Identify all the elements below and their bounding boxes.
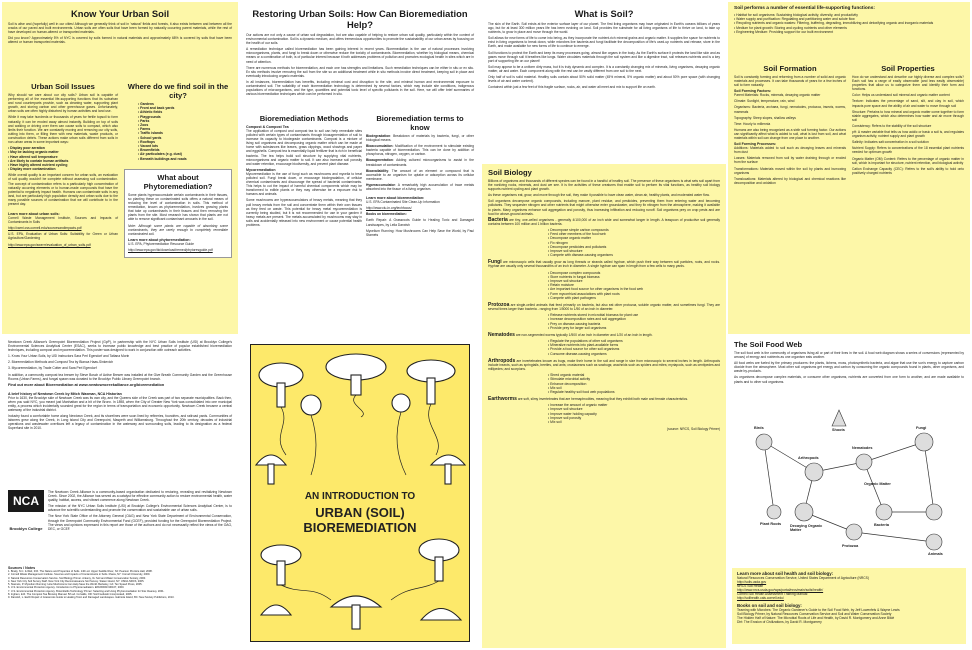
- phyto-box: [124, 169, 232, 258]
- food-web-label: Protozoa: [842, 544, 859, 548]
- learn-item: U.S. EPA, Evaluation of Urban Soils: Suitability for Green or Urban Agriculture/Gardening: [8, 232, 118, 241]
- earthworms-list: [548, 403, 720, 424]
- terms-learn-title: Learn more about bioremediation:: [366, 196, 425, 201]
- book-item: Dirt: The Erosion of Civilizations, by David R. Montgomery: [737, 619, 822, 624]
- food-web-drawing: [734, 402, 964, 562]
- list-item: • Gardens: [138, 102, 232, 106]
- food-web-text: The soil food web is the community of organisms living all or part of their lives in the soil. A food web diagram shows a series of conversions (represented by arrows) of energy and nutrients as one organism eats another.: [734, 351, 964, 360]
- list-item: • Vacant lots: [138, 144, 232, 148]
- restoring-intro-2: A remediation technique called bioremediation has been gaining interest in recent years. Bioremediation is the use of natural processes involving microorganisms, plants, and fungi to break down or otherwise reduce the toxicity of contaminants. Bioremediation, whether by biological means, chemical means or a combination of both, is of particular interest because it both addresses problems of pollution and promotes ecological health in sites which are in need of attention.: [246, 47, 474, 64]
- processes-title: Soil Forming Processes:: [734, 142, 777, 147]
- list-item: • May be lacking organic matter: [8, 150, 118, 154]
- term-def: Breakdown of materials by bacteria, fungi, or other biological means.: [366, 134, 474, 143]
- learn-item: Cornell Waste Management Institute, Sources and Impacts of Contaminants in Soils: [8, 216, 118, 225]
- list-item: • Mix soil: [548, 420, 720, 424]
- source-item: 1. Brady, N.C. & Weil, R.R. The Nature and Properties of Soils. 14th ed. Upper Saddle River, NJ: Pearson Prentice Hall, 2008.: [8, 570, 153, 573]
- nematodes-head: Nematodes: [488, 331, 515, 338]
- fungi-text: are microscopic cells that usually grow as long threads or strands called hyphae, which push their way between soil particles, roots, and rocks. Hyphae are usually only several thousandths of an inch in diameter. A single hyphae can span in length from a few cells to many yards.: [488, 260, 721, 269]
- learn-item: Cornell Soil Health Assessment Training Manual: [737, 592, 808, 597]
- factor-item: Organisms: Bacteria, archaea, fungi, nematodes, protozoa, insects, worms, mammals: [734, 105, 846, 114]
- issues-text-2: While it may take hundreds or thousands of years for fertile topsoil to form naturally, it can be eroded away almost instantly. Building on top of soils and walking or driving over them can cause soils to compact, which also limits their function. We are constantly moving and removing our city soils, cutting into them, or filling them with new materials, waste products, or construction debris. These actions make urban soils different from soils in non-urban areas in some important ways:: [8, 115, 118, 145]
- source-item: 4. New York City Soil Survey Staff. New York City Reconnaissance Soil Survey. Staten Island, NY: USDA-NRCS, 2005.: [8, 579, 145, 583]
- nca-text-2: The mission of the NYC Urban Soils Institute (USI) at Brooklyn College's Environmental Sciences Analytical Center, is to advance the scientific understanding and promote the conservation and sustainable use of urban soils.: [48, 504, 232, 513]
- newtown-text-5: In addition, a community compost tea brewer by Steve Bosch of Active Brewer was installed at the Give Breath Community Garden and the Greenhouse Rooms (Urban Farms), and fungal spawn was donated to the Brooklyn Public Library Greenpoint branch.: [8, 372, 232, 381]
- restoring-intro-4: In all instances, bioremediation has benefits, including minimal cost and disruption to the site, and minimal human and environmental exposure to contaminated soil. The suitability of each bioremediation technology is determined by several factors, which may include site conditions, indigenous populations of microorganisms, and the type, quantities and potential toxic level of specific pollutants in the soil. Here, we will offer brief summaries of various bioremediation techniques which can be performed in situ.: [246, 79, 474, 97]
- list-item: • Mix soil: [548, 386, 720, 390]
- soil-biology-title: Soil Biology: [488, 168, 532, 177]
- list-item: • Habitat for soil organisms: Sustaining biological activity, diversity, and productivity: [734, 13, 964, 17]
- earthworms-text: are soft, slimy invertebrates that are hermaphrodites, meaning that they exhibit both male and female characteristics.: [517, 397, 689, 402]
- partners-section: [8, 490, 232, 562]
- list-item: • Rooftops: [138, 140, 232, 144]
- restoring-intro-1: Our actions are not only a cause of urban soil degradation, but are also capable of helping to restore urban soil quality, particularly within the context of environmental contamination. Soil is a dynamic medium, and offers tremendous opportunities to promote the sustainability of our urban areas by focusing on the health of our soils.: [246, 33, 474, 46]
- learn-link[interactable]: http://www.epa.gov/swerrr/evaluation_of_urban_soils.pdf: [8, 242, 91, 247]
- soil-text: Soil may appear to be a uniform dirty mass, but it is truly dynamic and complex. It is a constantly changing mix of minerals, living organisms, decaying organic matter, air and water. Each component along with the rest can be vastly different from one soil to the next.: [488, 64, 720, 73]
- source-item: 3. Natural Resources Conservation Service. Soil Biology Primer. Ankeny, IA: Soil and Water Conservation Society, 2000.: [8, 576, 146, 580]
- newtown-text-3: 2. Bioremediation Methods and Compost Tea by Bianca Haas-Sinkevich: [8, 360, 114, 365]
- property-item: Color: Helps us understand soil mineral and organic matter content: [852, 93, 950, 98]
- source-item: 6. U.S. Environmental Protection Agency. Introduction to Phytoremediation. EPA/600/R-99/107, 2000.: [8, 586, 125, 590]
- food-web-label: Arthropods: [798, 456, 819, 460]
- term: Bioaccumulation: [366, 144, 393, 149]
- list-item: • Fix nitrogen: [548, 241, 720, 245]
- list-item: • Compete with disease-causing organisms: [548, 253, 720, 257]
- list-item: • Display poor aeration: [8, 146, 118, 150]
- list-item: • Retain moisture: [548, 283, 720, 287]
- book-item: Soil Biology Primer, by Natural Resources Conservation Service and Soil and Water Conservation Society: [737, 611, 892, 616]
- learn-link[interactable]: http://soilhealth.cals.cornell.edu/: [737, 596, 784, 601]
- learn-link[interactable]: http://cwmi.css.cornell.edu/sourcesandimpacts.pdf: [8, 226, 82, 231]
- list-item: • Medium for plant growth: Storing and cycling nutrients and other elements: [734, 26, 964, 30]
- list-item: • Beneath buildings and roads: [138, 157, 232, 161]
- list-item: • Improve soil structure: [548, 407, 720, 411]
- property-item: Structure: Pertains to how mineral and organic matter come together to form stable aggregates, which also determines how water and air move through soil: [852, 109, 964, 122]
- soil-biology-box: [482, 164, 726, 648]
- bioremediation-methods: [246, 114, 362, 229]
- property-item: Consistency: Refers to the stability of the soil structure: [852, 123, 932, 128]
- list-item: • Brownfields: [138, 148, 232, 152]
- terms-title: Bioremediation terms to know: [376, 114, 464, 132]
- earthworms-head: Earthworms: [488, 396, 517, 403]
- list-item: • Are likely to contain human artifacts: [8, 159, 118, 163]
- list-item: • Shred organic material: [548, 373, 720, 377]
- source-item: 8. Ingham, E.R. The Compost Tea Brewing Manual. 5th ed. Corvallis, OR: Soil Foodweb Incorporated, 2005.: [8, 593, 133, 597]
- soil-health-learn-title: Learn more about soil health and soil biology:: [737, 571, 834, 576]
- book-item: Mycelium Running: How Mushrooms Can Help Save the World, by Paul Stamets: [366, 228, 474, 237]
- factor-item: Time: Hourly to millennia: [734, 121, 771, 126]
- restoring-title: Restoring Urban Soils: How Can Bioremediation Help?: [252, 8, 468, 30]
- property-item: Nutrient Supply: Refers to concentrations of the 18 essential plant nutrients needed for optimum growth: [852, 146, 964, 155]
- factors-title: Soil Forming Factors:: [734, 89, 772, 94]
- list-item: • Regulate the populations of other soil organisms: [548, 339, 720, 343]
- books-title: Books on soil and soil biology:: [737, 602, 802, 608]
- phyto-text: Some plants hyperaccumulate certain contaminants in their tissues, so planting these on contaminated soils offers a natural means of reducing the level of contamination in soils. This method of remediation, known as phytoremediation, involves growing plants that take up contaminants in their tissues and then removing the plants from the site. Most research has shown that plants are not able to remove significant contaminant amounts in the soil.: [128, 192, 228, 222]
- method-text: Mycoremediation is the use of fungi such as mushrooms and mycelia to treat polluted soil. Fungi break down, or encourage biodegradation, of cellular chemical contaminants and discourage the spread of bacterial contaminants. This helps to cut the impact of harmful chemical components which may be transformed to edible plants or they may otherwise be a exposure risk to humans and animals.: [246, 171, 362, 197]
- arthropods-list: [548, 373, 720, 394]
- nematodes-list: [548, 339, 720, 356]
- process-item: Losses: Materials removed from soil by water draining through or eroded from the surface: [734, 156, 846, 165]
- method-head: Compost & Compost Tea: [246, 125, 289, 129]
- soil-properties-section: [852, 64, 964, 177]
- list-item: • Have highly altered nutrient cycling: [8, 163, 118, 167]
- list-item: • Zoos: [138, 123, 232, 127]
- history-text-2: Industry found a comfortable home along Newtown Creek, and its shorelines were soon lined by refineries, foundries, and railroad yards. Communities of laborers grew along the Creek, in Long Island City and Greenpoint, Maspeth and Williamsburg. Throughout the 20th century, decades of industrial operations and wastewater overflows left a legacy of contamination in the waterway and surrounding soils, leading to its designation as a federal Superfund site in 2010.: [8, 414, 232, 431]
- food-web-label: Shoots: [832, 428, 845, 432]
- where-soil-section: [124, 82, 232, 258]
- food-web-label: Animals: [928, 552, 943, 556]
- factor-item: Climate: Sunlight, temperature, rain, wind: [734, 99, 795, 104]
- food-web-label: Organic Matter: [864, 482, 891, 486]
- food-web-text: As organisms decompose complex materials, or consume other organisms, nutrients are converted from one form to another, and are made available to plants and to other soil organisms.: [734, 375, 964, 384]
- list-item: • Playgrounds: [138, 115, 232, 119]
- list-item: • Release nutrients stored in microbial biomass for plant use: [548, 313, 720, 317]
- protozoa-list: [548, 313, 720, 330]
- bioremediation-link[interactable]: Find out more about Bioremediation at www.newtowncreekalliance.org/bioremediation: [8, 382, 165, 387]
- process-item: Translocations: Materials altered by biological and chemical reactions like decomposition and oxidation: [734, 176, 846, 185]
- list-item: • Decompose pesticides and pollutants: [548, 245, 720, 249]
- food-web-title: The Soil Food Web: [734, 340, 803, 349]
- formation-title: Soil Formation: [763, 64, 817, 73]
- issues-text-3: While overall quality is an important concern for urban soils, an evaluation of soil quality wouldn't be complete without assessing soil contamination. The concept of contamination refers to a particularly high concentration of naturally occurring elements or to human-made compounds that have the potential to negatively impact health. Humans can contaminate soils in any land, but are particularly high population density and urban soils due to the many possible sources of contamination that we will contribute to in the present day.: [8, 173, 118, 206]
- phyto-note: Note: Although some plants are capable of absorbing some contaminants, they are rarely enough to completely remediate contaminated soil.: [128, 223, 228, 236]
- list-item: • Improve soil structure: [548, 249, 720, 253]
- soil-food-web-panel: [728, 336, 970, 648]
- food-web-label: Decaying Organic Matter: [790, 524, 823, 532]
- list-item: • Store nutrients in fungal biomass: [548, 275, 720, 279]
- humans-text: Humans are also being recognized as a sixth soil forming factor. Our actions can significantly affect what is added to soil, what is lost from soil, and what materials within soil can change from one place to another.: [734, 127, 846, 141]
- what-is-soil-panel: [482, 2, 726, 648]
- list-item: • Improve soil structure: [548, 279, 720, 283]
- sources-title: Sources / Notes: [8, 566, 36, 570]
- brooklyn-college-logo: Brooklyn College: [9, 526, 43, 531]
- term-def: The amount of an element or compound that is accessible to an organism for uptake or adsorption across its cellular membrane.: [366, 168, 474, 181]
- cover-illustration: [250, 344, 470, 642]
- list-item: • Form mycorrhizal associations with plant roots: [548, 292, 720, 296]
- arthropods-head: Arthropods: [488, 357, 516, 364]
- terms-link-label: U.S. EPA Contaminated Site Clean-Up Information: [366, 200, 440, 205]
- bio-text: As these organisms eat, grow, and move through the soil, they make it possible to have clean water, clean air, healthy plants, and moderated water flow.: [488, 193, 710, 198]
- learn-link[interactable]: http://www.nrcs.usda.gov/wps/portal/nrcs/main/soils/health/: [737, 588, 824, 593]
- phyto-link-label: U.S. EPA, Phytoremediation Resource Guide: [128, 241, 194, 246]
- property-item: pH: A master variable that tells us how acidic or basic a soil is, and regulates organism activity, nutrient supply and plant growth: [852, 130, 964, 139]
- protozoa-text: are single-celled animals that feed primarily on bacteria, but also eat other protozoa, soluble organic matter, and sometimes fungi. They are several times larger than bacteria - ranging from 1/5000 to 1/50 of an inch in diameter.: [488, 302, 720, 312]
- food-web-label: Plant Roots: [760, 522, 782, 526]
- food-web-text: All food webs are fueled by the primary producers: the plants, lichens, moss, photosynthetic bacteria, and algae that use the sun's energy to capture carbon dioxide from the atmosphere. Most other soil organisms get energy and carbon by consuming the organic compounds found in plants, other organisms, and waste by-products.: [734, 361, 964, 374]
- soil-text: Only half of soil is solid material. Healthy soils contain about 50% solid matter (45% mineral, 5% organic matter) and about 50% pore space (with changing levels of air and water content).: [488, 75, 720, 84]
- newtown-creek-panel: [2, 336, 238, 648]
- food-web-label: Bacteria: [874, 523, 889, 527]
- method-head: Mycoremediation: [246, 167, 276, 172]
- phyto-link[interactable]: http://www.epa.gov/tio/download/remed/phytoresguide.pdf: [128, 247, 213, 252]
- source-item: 5. Stamets, P. Mycelium Running: How Mushrooms Can Help Save the World. Berkeley, CA: Ten Speed Press, 2005.: [8, 583, 143, 587]
- intro-text-1: Soil is alive and (hopefully) well in our cities! Although we generally think of soil in 'natural' fields and forests, it also exists between and between all the cracks of our paved and built environments. Urban soils are often soils that have been formed by naturally occurring parent materials, while the rest of have developed on human-altered or transported materials.: [8, 22, 232, 35]
- term: Bioaugmentation: [366, 158, 393, 163]
- cover-title-line-1: AN INTRODUCTION TO: [304, 491, 416, 502]
- functions-list: [734, 13, 964, 34]
- term-def: A remarkably high accumulation of trace metals absorbed into the tissue of a living organism.: [366, 182, 474, 192]
- source-item: 9. Darwish, L. Earth Repair: A Grassroots Guide to Healing Toxic and Damaged Landscapes. Gabriola Island, BC: New Society Publishers, 2013.: [8, 596, 175, 600]
- learn-more-box: [732, 568, 966, 644]
- nematodes-text: are non-segmented worms typically 1/500 of an inch in diameter and 1/20 of an inch in length.: [515, 332, 653, 337]
- cover-panel: [240, 336, 480, 648]
- book-item: Earth Repair: A Grassroots Guide to Healing Toxic and Damaged Landscapes, by Leila Darwish: [366, 218, 474, 227]
- know-urban-soil-title: Know Your Urban Soil: [70, 8, 170, 19]
- nca-text-3: The New York State Office of the Attorney General (OAG) and New York State Department of Environmental Conservation, through the Greenpoint Community Environmental Fund (GCEF), provided funding for the Greenpoint Bioremediation Project. The views and opinions expressed in this report are those of the authors and do not necessarily reflect the views of the OAG, DEC, or GCEF.: [48, 514, 232, 531]
- cover-title-line-2: URBAN (SOIL) BIOREMEDIATION: [303, 505, 417, 535]
- property-item: Texture: Indicates the percentage of sand, silt, and clay in soil, which impacts pore space and the ability of air and water to move through soil: [852, 99, 964, 108]
- methods-title: Bioremediation Methods: [259, 114, 349, 123]
- source-item: 7. U.S. Environmental Protection Agency. Brownfields Technology Primer: Selecting and Using Phytoremediation for Site Cleanup, 2001.: [8, 589, 165, 593]
- what-is-soil-title: What is Soil?: [574, 8, 634, 19]
- list-item: • Enhance decomposition: [548, 382, 720, 386]
- fungi-head: Fungi: [488, 259, 502, 266]
- list-item: • School yards: [138, 136, 232, 140]
- list-item: • Provide prey for larger soil organisms: [548, 326, 720, 330]
- biology-source: (source: NRCS, Soil Biology Primer): [667, 427, 720, 432]
- soil-text: Soil functions to protect the Earth and keep its many processes going, almost like organs in the body. As the Earth's surface it protects the land like skin and as gases move through soil it breathes like lungs. Water circulates materials through the soil system and like a digestive tract, soil releases nutrients and is a key part of supporting life on our planet!: [488, 50, 720, 63]
- list-item: • Consume disease-causing organisms: [548, 352, 720, 356]
- list-item: • Decompose complex compounds: [548, 271, 720, 275]
- list-item: • Mineralize nutrients into plant-available forms: [548, 343, 720, 347]
- protozoa-head: Protozoa: [488, 301, 510, 308]
- property-item: Organic Matter (OM) Content: Refers to the percentage of organic matter in soil, which is important for structure, nutrient retention, and biological activity: [852, 156, 964, 165]
- list-item: • Farms: [138, 127, 232, 131]
- term: Bioavailability: [366, 168, 389, 173]
- process-item: Transformations: Materials moved within the soil by plants and burrowing organisms: [734, 166, 846, 175]
- list-item: • Compete with plant pathogens: [548, 296, 720, 300]
- learn-item: Natural Resources Conservation Service, United States Department of Agriculture (NRCS): [737, 576, 869, 580]
- newtown-text-2: 1. Know Your Urban Soils, by USI instructors Sara Perl Egendorf and Tatiana Morin: [8, 354, 130, 359]
- term: Biodegradation: [366, 134, 391, 138]
- poster: [2, 2, 970, 648]
- bio-text: Soil organisms decompose organic compounds, including manure, plant residue, and pesticides, preventing them from entering water and becoming pollutants. They sequester nitrogen and other nutrients that might otherwise enter groundwater, and they fix nitrogen from the atmosphere, making it available to plants. Many organisms enhance soil aggregation and porosity, thus increasing infiltration and reducing runoff. Soil organisms prey on crop pests and are food for above-ground animals.: [488, 199, 720, 216]
- list-item: • Are important food source for other organisms in the food web: [548, 287, 720, 291]
- property-item: Cation Exchange Capacity (CEC): Refers to the soil's ability to hold onto positively charged nutrients: [852, 166, 964, 175]
- term-def: Adding cultured microorganisms to assist in the breakdown of contaminants.: [366, 158, 474, 167]
- newtown-text-4: 3. Mycoremediation, by Trade Cotter and Sara Perl Egendorf: [8, 366, 97, 371]
- properties-title: Soil Properties: [881, 64, 935, 73]
- nca-logo: NCA: [8, 490, 44, 512]
- book-item: Teaming with Microbes: The Organic Gardener's Guide to the Soil Food Web, by Jeff Lowenfels & Wayne Lewis: [737, 607, 900, 612]
- books-label: Books on bioremediation:: [366, 212, 407, 217]
- learn-link[interactable]: http://soils.usda.gov: [737, 580, 767, 585]
- bacteria-list: [548, 228, 720, 257]
- bioremediation-terms: Bioremediation terms to know Biodegradation: Breakdown of materials by bacteria, fungi, or other biological means. Bioaccumulation: Modification of the environment to stimulate existing bacteria capable of bioremediation. This can be done by addition of phosphorus, nitrogen, oxygen, or carbon. Bioaugmentation: Adding cultured microorganisms to assist in the breakdown of contaminants. Bioavailability: The amount of an element or compound that is accessible to an organism for uptake or adsorption across its cellular membrane. Hyperaccumulator: A remarkably high accumulation of trace metals absorbed into the tissue of a living organism. Learn more about bioremediation: U.S. EPA Contaminated Site Clean-Up Information http://www.clu-in.org/techfocus/ Books on bioremediation: Earth Repair: A Grassroots Guide to Healing Toxic and Damaged Landscapes, by Leila Darwish Mycelium Running: How Mushrooms Can Help Save the World, by Paul Stamets: [366, 114, 474, 237]
- issues-text-1: Why should we care about our city soils? Urban soil is capable of performing all of the essential life-supporting functions that its suburban and rural counterparts provide, such as cleaning water, supporting plant growth, and storing carbon and other greenhouse gases. Unfortunately, urban soils are often highly disturbed by human activities and land use.: [8, 93, 118, 114]
- sources-section: [8, 566, 232, 600]
- list-item: • Parks: [138, 119, 232, 123]
- urban-soil-issues-section: [8, 82, 118, 249]
- where-soil-list: [138, 102, 232, 161]
- soil-text: The skin of the Earth. Soil exists at the exterior surface layer of our planet. The first living organisms may have originated in Earth's oceans billions of years ago, but for at least 300 million years life has been evolving on land. Soil provides the substrate for all living organisms of life to thrive on land, to take up nutrients, to grow in place and move through the world.: [488, 22, 720, 35]
- list-item: • Air particulates (e.g. dust): [138, 152, 232, 156]
- term-def: Modification of the environment to stimulate existing bacteria capable of bioremediation. This can be done by addition of phosphorus, nitrogen, oxygen, or carbon.: [366, 144, 474, 157]
- urban-soil-issues-title: Urban Soil Issues: [31, 82, 95, 91]
- bacteria-head: Bacteria: [488, 216, 508, 223]
- properties-intro: How do we understand and describe our highly diverse and complex soils? Each soil has a range of easily observable (and less easily observable) properties that allow us to categorize them and identify their form and functions.: [852, 75, 964, 92]
- soil-text: Contained within just a few feet of this fragile surface, rocks, air, and water all meet and mix to support life on earth.: [488, 85, 656, 90]
- phyto-learn-title: Learn more about phytoremediation:: [128, 237, 191, 242]
- method-text: Some mushrooms are hyperaccumulators of heavy metals, meaning that they pull heavy metals from the soil and concentrate them within their own tissues as they feed on waste. This potential for heavy metal mycoremediation is currently being studied, but it is not recommended for use in your garden if heavy metals are present. The metals accumulated by mushrooms may stay in soils and accidentally released into new environment or cause potential health problems.: [246, 198, 362, 227]
- list-item: • Provide a food source for other soil organisms: [548, 347, 720, 351]
- list-item: • Athletic fields: [138, 110, 232, 114]
- formation-text: Soil is constantly forming and reforming from a number of solid and organic materials and processes. It can take thousands of years for a few inches of soil to form naturally.: [734, 75, 846, 88]
- fungi-list: [548, 271, 720, 300]
- bio-text: Billions of organisms and thousands of different species can be found in a handful of healthy soil. The presence of these organisms is what sets soil apart from the nonliving rocks, minerals, and dust we see. It is the activities of these creatures that enable soil to perform its vital functions, as healthy soil biology supports nutrient cycling and plant growth.: [488, 179, 720, 192]
- soil-formation-section: [734, 64, 846, 187]
- learn-item: NRCS Soil Health: [737, 584, 764, 589]
- food-web-label: Nematodes: [852, 446, 873, 450]
- method-text: The application of compost and compost tea to soil can help remediate sites polluted with certain types of contaminants through bioaugmentation of soil to increase its capacity to biodegrade contaminants. Compost is a mixture of living soil organisms and decomposing organic matter which can be made at home with substances like leaves, grass clippings, wood shavings and paper and eggshells. Compost tea is essentially liquid fertilizer that is rich in beneficial bacteria. The tea helps build soil structure by supplying vital nutrients, microorganisms and organic matter to soil. It can also increase soil porosity and water retention, encourage biodiversity, and prevent plant disease.: [246, 129, 362, 166]
- list-item: • Increase the amount of organic matter: [548, 403, 720, 407]
- list-item: • Improve water holding capacity: [548, 412, 720, 416]
- soil-functions-panel: [728, 2, 970, 334]
- list-item: • Stimulate microbial activity: [548, 377, 720, 381]
- history-title: A brief history of Newtown Creek by Mitch Waxman, NCA Historian: [8, 391, 122, 396]
- list-item: • Prey on disease-causing bacteria: [548, 322, 720, 326]
- where-soil-title: Where do we find soil in the city?: [127, 82, 229, 100]
- process-item: Additions: Materials added to soil such as decaying leaves and minerals from dust: [734, 146, 846, 155]
- food-web-diagram: [734, 402, 964, 562]
- bacteria-text: are tiny, one-celled organisms - generally 4/100,000 of an inch wide and somewhat longer in length. A teaspoon of productive soil generally contains between 100 million and 1 billion bacteria.: [488, 217, 720, 226]
- list-item: • Improve soil porosity: [548, 416, 720, 420]
- list-item: • Recycling nutrients and organic wastes: Filtering, buffering, degrading, immobilizing and detoxifying organic and inorganic materials: [734, 21, 964, 25]
- list-item: • Have altered soil temperature: [8, 155, 118, 159]
- factor-item: Parent Materials: Rocks, minerals, decaying organic matter: [734, 93, 821, 98]
- property-item: Salinity: Indicates salt concentration in a soil solution: [852, 140, 929, 145]
- arthropods-text: are invertebrates known as bugs, make their home in the soil and range in size from microscopic to several inches in length. Arthropods include insects, such as springtails, beetles, and ants; crustaceans such as sowbugs; arachnids such as spiders and mites; myriapods, such as centipedes and millipedes; and scorpions.: [488, 358, 721, 372]
- factor-item: Topography: Steep slopes, shallow valleys: [734, 115, 796, 120]
- nca-text-1: The Newtown Creek Alliance is a community-based organization dedicated to restoring, revealing and revitalizing Newtown Creek. Since 2002, the Alliance has served as a catalyst for effective community action to restore environmental health, water quality, habitat, access, and vibrant commerce along Newtown Creek.: [48, 490, 232, 503]
- intro-text-2: Did you know? Approximately 5% of NYC is covered by soils formed in natural materials and approximately 68% is covered by soils that have been altered or human transported materials.: [8, 36, 232, 45]
- list-item: • Engineering Medium: Providing support for our built environment: [734, 30, 964, 34]
- learn-urban-soils-title: Learn more about urban soils:: [8, 212, 60, 217]
- list-item: • Water supply and purification: Regulating and partitioning water and solute flow: [734, 17, 964, 21]
- list-item: • Traffic islands: [138, 131, 232, 135]
- list-item: • Increase decomposition rates and soil aggregation: [548, 317, 720, 321]
- food-web-label: Fungi: [916, 426, 927, 430]
- term: Hyperaccumulator: [366, 182, 395, 187]
- newtown-text-1: Newtown Creek Alliance's Greenpoint Bioremediation Project (GpP), in partnership with the NYC Urban Soils Institute (USI) at Brooklyn College's Environmental Sciences Analytical Center (ESAC), seeks to increase public knowledge and best practice of popular established bioremediation techniques, including compost and mycoremediation. This poster was designed to work in conjunction with outreach activities.: [8, 340, 232, 353]
- issues-list: [8, 146, 118, 171]
- list-item: • Decompose simple carbon compounds: [548, 228, 720, 232]
- book-item: The Hidden Half of Nature: The Microbial Roots of Life and Health, by David R. Montgomery and Anne Biklé: [737, 615, 895, 620]
- list-item: • Front and back yards: [138, 106, 232, 110]
- list-item: • Decompose organic matter: [548, 236, 720, 240]
- terms-link[interactable]: http://www.clu-in.org/techfocus/: [366, 206, 412, 211]
- soil-text: Soil allows for new forms of life to come into being, as they incorporate the nutrient-rich mineral grains and organic matter. It supplies the space for nutrients to exist in living organisms to break down, while microbes live bacteria and fungi facilitate the decomposition of life's used-up nutrients and release, store in the Earth, and make available for new forms of life to continue to emerge.: [488, 36, 720, 49]
- partners-text: [48, 490, 232, 533]
- list-item: • Display more contamination: [8, 167, 118, 171]
- list-item: • Regulate healthy soil food web populations: [548, 390, 720, 394]
- history-text-1: Prior to 1630, the Brooklyn side of Newtown Creek was its own city, and the Queens side of the Creek was part of two separate municipalities. Back then, when you said NYC, you meant just Manhattan and a bit of the Bronx. In 1898, when the City of Greater New York was consolidated into one municipal entity, a process which incidentally sounded great for the region in terms of transportation and economic opportunity. Newtown Creek became a central waterway of the industrial district.: [8, 395, 232, 413]
- know-your-urban-soil-panel: [2, 2, 238, 334]
- source-item: 2. Cornell Waste Management Institute. Sources and Impacts of Contaminants in Soils. Ithaca, NY: Cornell University, 2009.: [8, 573, 151, 577]
- functions-title: Soil performs a number of essential life-supporting functions:: [734, 6, 875, 11]
- restoring-urban-soils-panel: [240, 2, 480, 334]
- phyto-title: What about Phytoremediation?: [143, 172, 213, 191]
- restoring-intro-3: There are numerous methods for bioremediation, and each one has strengths and limitations. Such remediation techniques can be either in situ or ex situ. Ex situ methods involve removing the soil from the site so an additional treatment while in situ methods involve direct treatment, keeping soil in place and eventually introducing organic materials.: [246, 65, 474, 78]
- food-web-label: Birds: [754, 426, 764, 430]
- list-item: • Feed other members of the food web: [548, 232, 720, 236]
